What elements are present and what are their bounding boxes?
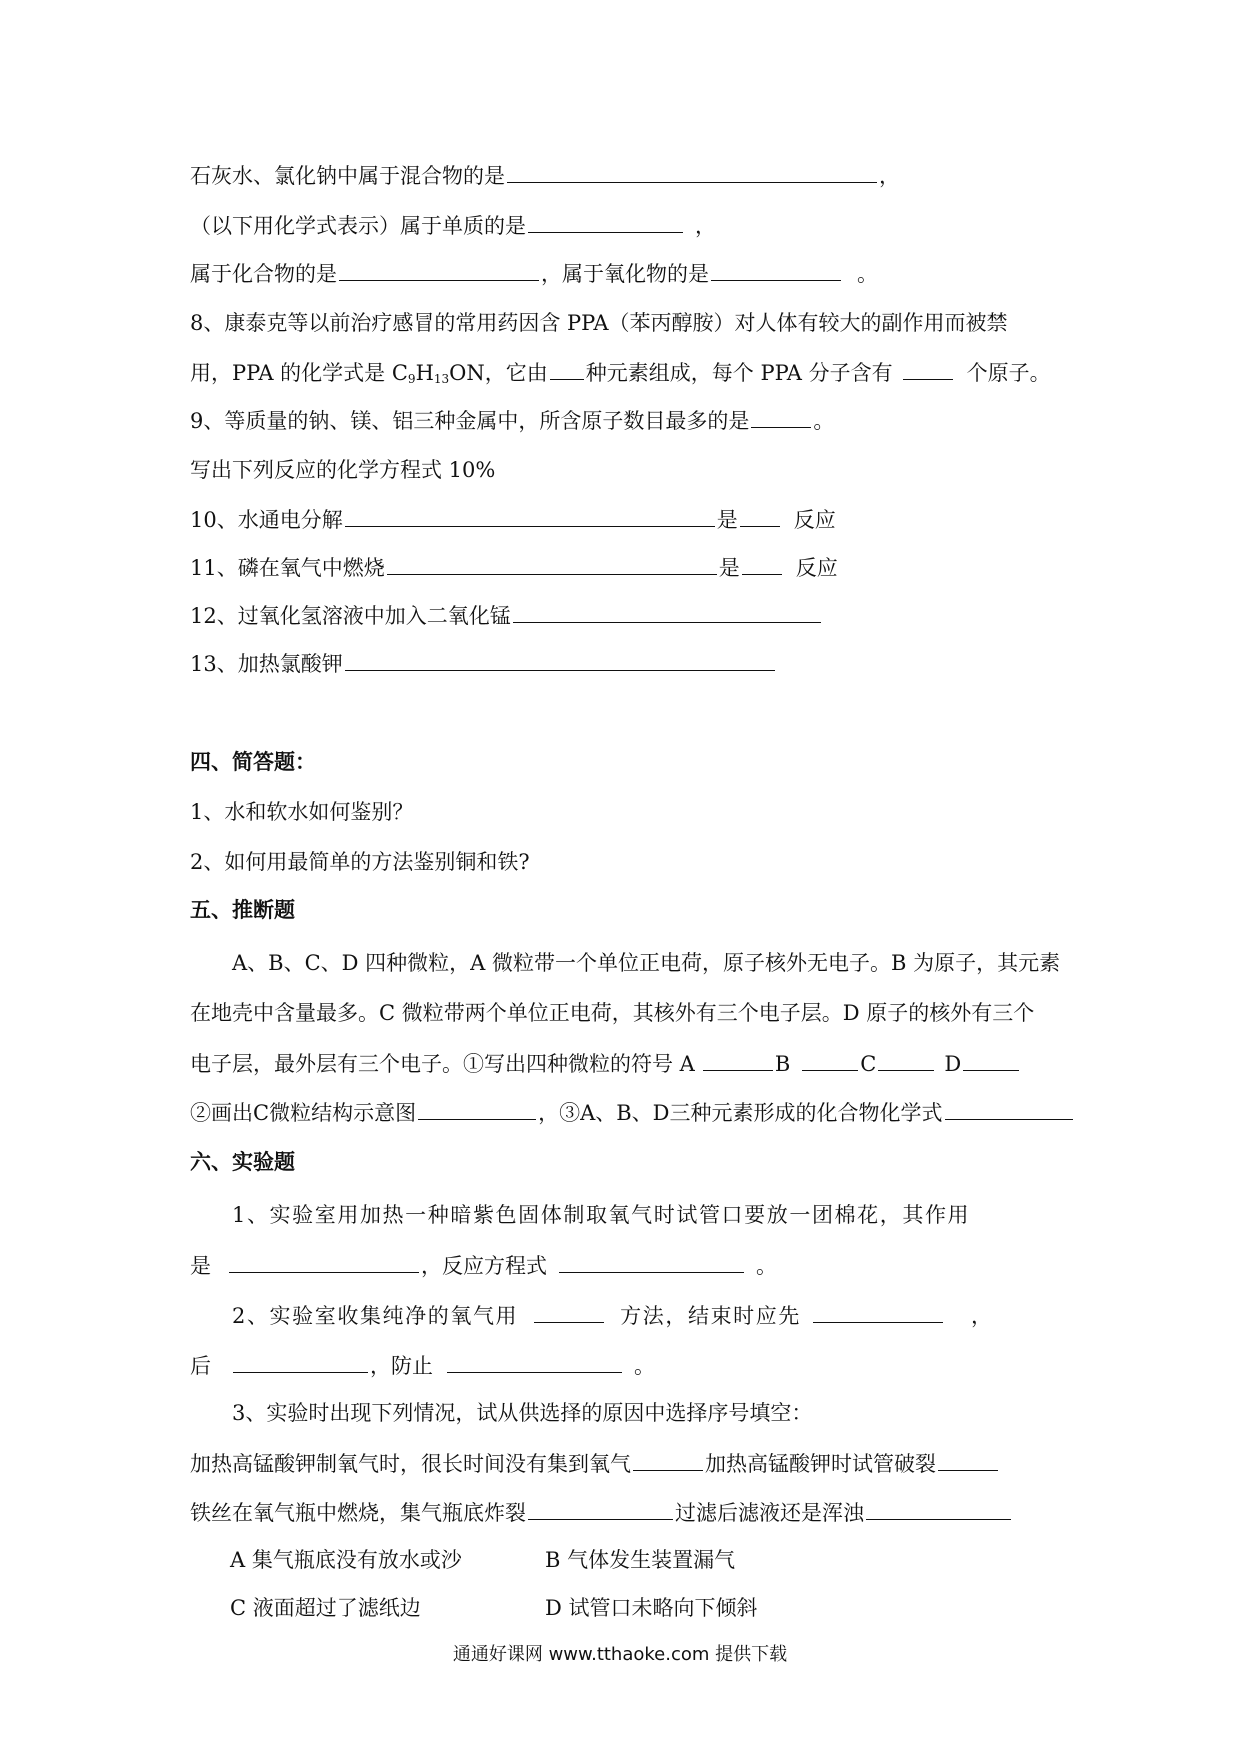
- equations-heading: [190, 455, 495, 485]
- bottle-crack-blank[interactable]: [528, 1497, 673, 1520]
- then-blank[interactable]: [233, 1350, 368, 1373]
- q13-line: [190, 648, 777, 678]
- section6-q3-line-1: [232, 1398, 812, 1428]
- q11-equation-blank[interactable]: [387, 552, 717, 575]
- section4-q2: [190, 847, 530, 877]
- finish-first-blank[interactable]: [813, 1300, 943, 1323]
- section6-q2-line-2: [190, 1350, 655, 1380]
- section6-q1-is: 是: [190, 1254, 211, 1278]
- section6-q3-line-2: [190, 1448, 1000, 1478]
- cotton-purpose-blank[interactable]: [229, 1250, 419, 1273]
- q12-text: 12、过氧化氢溶液中加入二氧化锰: [190, 604, 511, 628]
- then-label: 后: [190, 1354, 211, 1378]
- section6-title: [190, 1147, 295, 1177]
- section5-title: [190, 895, 295, 925]
- q11-text: 11、磷在氧气中燃烧: [190, 556, 385, 580]
- q7-mixture-label: 石灰水、氯化钠中属于混合物的是: [190, 164, 505, 188]
- structure-diagram-label: ②画出C微粒结构示意图: [190, 1101, 417, 1125]
- section5-symbols-label: 电子层，最外层有三个电子。①写出四种微粒的符号 A: [190, 1052, 695, 1076]
- q13-equation-blank[interactable]: [345, 648, 775, 671]
- section5-text-1: A、B、C、D 四种微粒，A 微粒带一个单位正电荷，原子核外无电子。B 为原子，其元素: [232, 951, 1061, 975]
- section4-title-text: 四、简答题：: [190, 749, 316, 774]
- section5-line-3: [190, 1048, 1021, 1078]
- option-a: [230, 1545, 462, 1575]
- option-d: [545, 1593, 758, 1623]
- section6-q3-line-3: [190, 1497, 1013, 1527]
- q11-is: 是: [718, 556, 740, 580]
- q12-equation-blank[interactable]: [513, 600, 821, 623]
- q11-reaction: 反应: [795, 556, 838, 580]
- q8-formula-suffix: ON，它由: [449, 361, 548, 385]
- q9-line: [190, 405, 834, 435]
- q7-oxide-label: ，属于氧化物的是: [541, 262, 709, 286]
- q10-line: [190, 504, 836, 534]
- q9-period: 。: [813, 409, 835, 433]
- symbol-c-blank[interactable]: [878, 1048, 934, 1071]
- option-d-text: D 试管口未略向下倾斜: [545, 1596, 758, 1620]
- q8-line-1: [190, 308, 1008, 338]
- q10-type-blank[interactable]: [740, 504, 780, 527]
- q10-text: 10、水通电分解: [190, 508, 343, 532]
- compound-formula-label: ，③A、B、D三种元素形成的化合物化学式: [538, 1101, 943, 1125]
- q8-elements-blank[interactable]: [550, 357, 584, 380]
- turbid-filtrate-label: 过滤后滤液还是浑浊: [675, 1501, 864, 1525]
- no-oxygen-blank[interactable]: [633, 1448, 703, 1471]
- q8-line-2: [190, 357, 1051, 387]
- q8-text: 8、康泰克等以前治疗感冒的常用药因含 PPA（苯丙醇胺）对人体有较大的副作用而被禁: [190, 311, 1008, 335]
- q7-compound-blank[interactable]: [339, 258, 539, 281]
- bottle-crack-label: 铁丝在氧气瓶中燃烧，集气瓶底炸裂: [190, 1501, 526, 1525]
- tube-broken-blank[interactable]: [938, 1448, 998, 1471]
- section5-title-text: 五、推断题: [190, 897, 295, 922]
- q8-sub-9: 9: [407, 372, 416, 386]
- section6-q2-comma: ，: [970, 1304, 994, 1328]
- q7-mixture-blank[interactable]: [507, 160, 877, 183]
- section6-title-text: 六、实验题: [190, 1149, 295, 1174]
- option-a-text: A 集气瓶底没有放水或沙: [230, 1548, 462, 1572]
- q11-line: [190, 552, 838, 582]
- finish-first-label: 方法，结束时应先: [620, 1304, 801, 1328]
- q7-line-2: [190, 210, 716, 240]
- q7-comma: ，: [879, 164, 900, 188]
- symbol-b-blank[interactable]: [802, 1048, 858, 1071]
- q7-comma-2: ，: [695, 214, 716, 238]
- q8-formula-h: H: [415, 361, 434, 385]
- section5-text-2: 在地壳中含量最多。C 微粒带两个单位正电荷，其核外有三个电子层。D 原子的核外有三个: [190, 1001, 1035, 1025]
- section5-line-1: [232, 948, 1060, 978]
- q7-compound-label: 属于化合物的是: [190, 262, 337, 286]
- section4-q1-text: 1、水和软水如何鉴别？: [190, 800, 414, 824]
- q9-blank[interactable]: [751, 405, 811, 428]
- turbid-filtrate-blank[interactable]: [866, 1497, 1011, 1520]
- q7-line-3: [190, 258, 878, 288]
- section6-q1-line-1: [232, 1200, 970, 1230]
- q11-type-blank[interactable]: [742, 552, 782, 575]
- q8-sub-13: 13: [433, 372, 450, 386]
- q13-text: 13、加热氯酸钾: [190, 652, 343, 676]
- option-b-text: B 气体发生装置漏气: [545, 1548, 736, 1572]
- q12-line: [190, 600, 823, 630]
- option-b: [545, 1545, 735, 1575]
- option-c-text: C 液面超过了滤纸边: [230, 1596, 421, 1620]
- section4-q1: [190, 797, 413, 827]
- section6-q1-line-2: [190, 1250, 777, 1280]
- equation-label: ，反应方程式: [421, 1254, 547, 1278]
- q8-atoms-unit: 个原子。: [966, 361, 1051, 385]
- prevent-label: ，防止: [370, 1354, 433, 1378]
- section6-q3-text: 3、实验时出现下列情况，试从供选择的原因中选择序号填空：: [232, 1401, 813, 1425]
- q8-formula-prefix: 用，PPA 的化学式是 C: [190, 361, 408, 385]
- q9-text: 9、等质量的钠、镁、铝三种金属中，所含原子数目最多的是: [190, 409, 750, 433]
- q7-oxide-blank[interactable]: [711, 258, 841, 281]
- equations-heading-text: 写出下列反应的化学方程式 10%: [190, 458, 496, 482]
- section6-q2-period: 。: [634, 1354, 655, 1378]
- tube-broken-label: 加热高锰酸钾时试管破裂: [705, 1452, 936, 1476]
- compound-formula-blank[interactable]: [945, 1097, 1073, 1120]
- section5-line-2: [190, 998, 1034, 1028]
- structure-diagram-blank[interactable]: [418, 1097, 536, 1120]
- section6-q1-period: 。: [756, 1254, 777, 1278]
- section6-q1-text: 1、实验室用加热一种暗紫色固体制取氧气时试管口要放一团棉花，其作用: [232, 1203, 971, 1227]
- collect-method-label: 2、实验室收集纯净的氧气用: [232, 1304, 519, 1328]
- section6-q2-line-1: [232, 1300, 994, 1330]
- q10-equation-blank[interactable]: [345, 504, 715, 527]
- symbol-b-label: B: [774, 1052, 791, 1076]
- q8-atoms-blank[interactable]: [903, 357, 953, 380]
- section5-line-4: [190, 1097, 1075, 1127]
- footer-text: 通通好课网 www.tthaoke.com 提供下载: [452, 1644, 788, 1665]
- symbol-c-label: C: [860, 1052, 877, 1076]
- collect-method-blank[interactable]: [534, 1300, 604, 1323]
- section4-q2-text: 2、如何用最简单的方法鉴别铜和铁?: [190, 850, 530, 874]
- option-c: [230, 1593, 421, 1623]
- section4-title: [190, 747, 316, 777]
- symbol-a-blank[interactable]: [703, 1048, 773, 1071]
- q7-element-blank[interactable]: [528, 210, 683, 233]
- q8-molecule-label: 种元素组成，每个 PPA 分子含有: [585, 361, 893, 385]
- page-footer: [0, 1640, 1240, 1666]
- q10-reaction: 反应: [793, 508, 836, 532]
- q10-is: 是: [716, 508, 738, 532]
- q7-element-label: （以下用化学式表示）属于单质的是: [190, 214, 526, 238]
- symbol-d-label: D: [944, 1052, 962, 1076]
- no-oxygen-label: 加热高锰酸钾制氧气时，很长时间没有集到氧气: [190, 1452, 631, 1476]
- q7-line-1: [190, 160, 900, 190]
- q7-period: 。: [857, 262, 878, 286]
- equation-blank[interactable]: [559, 1250, 744, 1273]
- symbol-d-blank[interactable]: [963, 1048, 1019, 1071]
- prevent-blank[interactable]: [447, 1350, 622, 1373]
